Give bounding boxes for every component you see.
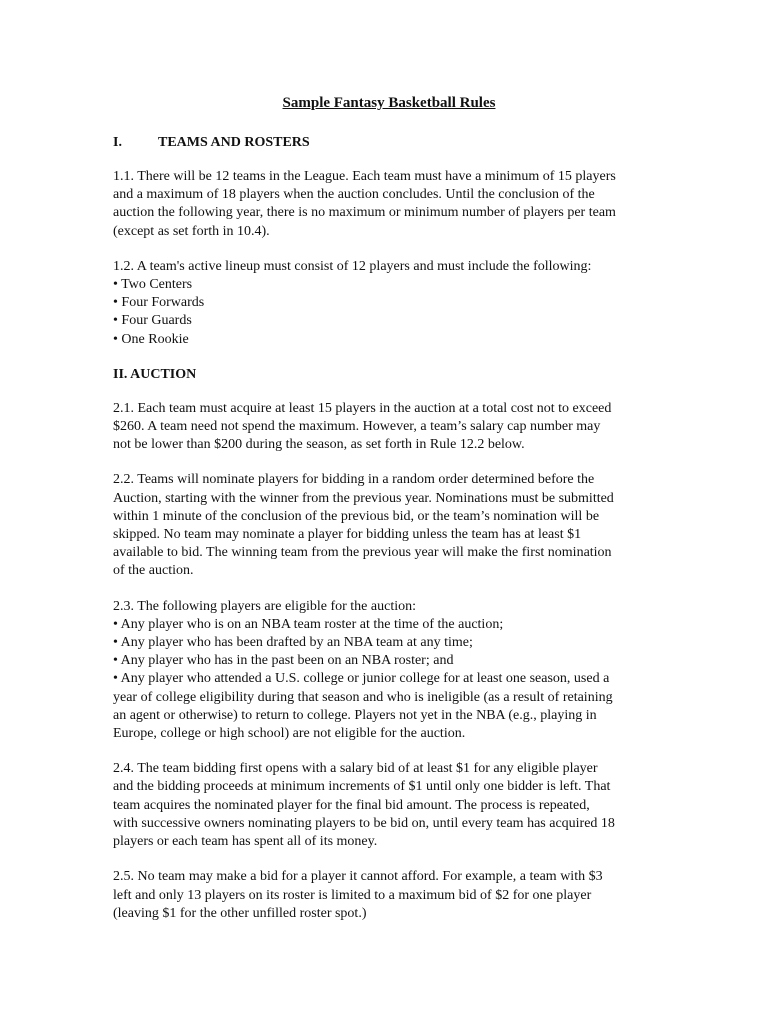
- rule-1-1-line: and a maximum of 18 players when the auction concludes. Until the conclusion of the: [113, 187, 595, 203]
- lineup-bullet-item: • Four Guards: [113, 313, 192, 329]
- lineup-bullet-item: • Four Forwards: [113, 295, 205, 311]
- rule-2-1: [113, 400, 665, 455]
- lineup-bullet-item: • One Rookie: [113, 331, 189, 347]
- rule-2-2-line: 2.2. Teams will nominate players for bidding in a random order determined before the: [113, 472, 595, 488]
- rule-2-5-line: left and only 13 players on its roster is limited to a maximum bid of $2 for one player: [113, 887, 592, 903]
- rule-2-4-line: with successive owners nominating players to be bid on, until every team has acquired 18: [113, 815, 615, 831]
- rule-2-4-line: 2.4. The team bidding first opens with a salary bid of at least $1 for any eligible player: [113, 761, 598, 777]
- lineup-bullet-item: • Two Centers: [113, 277, 193, 293]
- document-page: [113, 88, 665, 923]
- rule-1-2: [113, 258, 665, 349]
- rule-2-3-line: an agent or otherwise) to return to college. Players not yet in the NBA (e.g., playing in: [113, 707, 597, 723]
- rule-1-1-line: (except as set forth in 10.4).: [113, 223, 270, 239]
- rule-2-2-line: within 1 minute of the conclusion of the previous bid, or the team’s nomination will be: [113, 508, 600, 524]
- rule-2-3-line: Europe, college or high school) are not eligible for the auction.: [113, 726, 466, 742]
- rule-1-2-line: 1.2. A team's active lineup must consist of 12 players and must include the following:: [113, 258, 592, 274]
- rule-2-4-line: team acquires the nominated player for the final bid amount. The process is repeated,: [113, 797, 590, 813]
- eligibility-bullet-item: • Any player who has been drafted by an NBA team at any time;: [113, 635, 473, 651]
- rule-1-1: [113, 168, 665, 241]
- eligibility-bullet-item: • Any player who has in the past been on an NBA roster; and: [113, 653, 454, 669]
- rule-2-5-line: 2.5. No team may make a bid for a player it cannot afford. For example, a team with $3: [113, 869, 603, 885]
- rule-2-1-line: $260. A team need not spend the maximum. However, a team’s salary cap number may: [113, 419, 601, 435]
- rule-2-4-line: players or each team has spent all of its money.: [113, 834, 378, 850]
- rule-2-2-line: available to bid. The winning team from the previous year will make the first nomination: [113, 545, 612, 561]
- section-title: II. AUCTION: [113, 366, 197, 382]
- section-heading-teams-and-rosters: [113, 134, 665, 152]
- rule-2-2: [113, 471, 665, 580]
- rule-2-3-line: year of college eligibility during that season and who is ineligible (as a result of retaining: [113, 689, 613, 705]
- section-number: I.: [113, 135, 122, 150]
- rule-1-1-line: 1.1. There will be 12 teams in the League. Each team must have a minimum of 15 players: [113, 169, 616, 184]
- rule-2-1-line: 2.1. Each team must acquire at least 15 players in the auction at a total cost not to exceed: [113, 400, 612, 416]
- rule-2-4-line: and the bidding proceeds at minimum increments of $1 until only one bidder is left. That: [113, 779, 611, 795]
- rule-2-4: [113, 760, 665, 851]
- rule-2-3: [113, 598, 665, 744]
- eligibility-bullet-item: • Any player who attended a U.S. college or junior college for at least one season, used a: [113, 671, 610, 687]
- rule-2-5-line: (leaving $1 for the other unfilled roster spot.): [113, 905, 367, 921]
- rule-2-2-line: skipped. No team may nominate a player for bidding unless the team has at least $1: [113, 527, 582, 543]
- rule-1-1-line: auction the following year, there is no maximum or minimum number of players per team: [113, 205, 616, 221]
- section-heading-auction: [113, 366, 665, 384]
- document-title: Sample Fantasy Basketball Rules: [282, 95, 496, 111]
- rule-2-2-line: Auction, starting with the winner from the previous year. Nominations must be submitted: [113, 490, 614, 506]
- rule-2-5: [113, 868, 665, 923]
- eligibility-bullet-item: • Any player who is on an NBA team roster at the time of the auction;: [113, 616, 504, 632]
- rule-2-2-line: of the auction.: [113, 563, 194, 579]
- rule-2-1-line: not be lower than $200 during the season, as set forth in Rule 12.2 below.: [113, 437, 525, 453]
- rule-2-3-line: 2.3. The following players are eligible for the auction:: [113, 598, 416, 614]
- section-title: TEAMS AND ROSTERS: [158, 135, 310, 150]
